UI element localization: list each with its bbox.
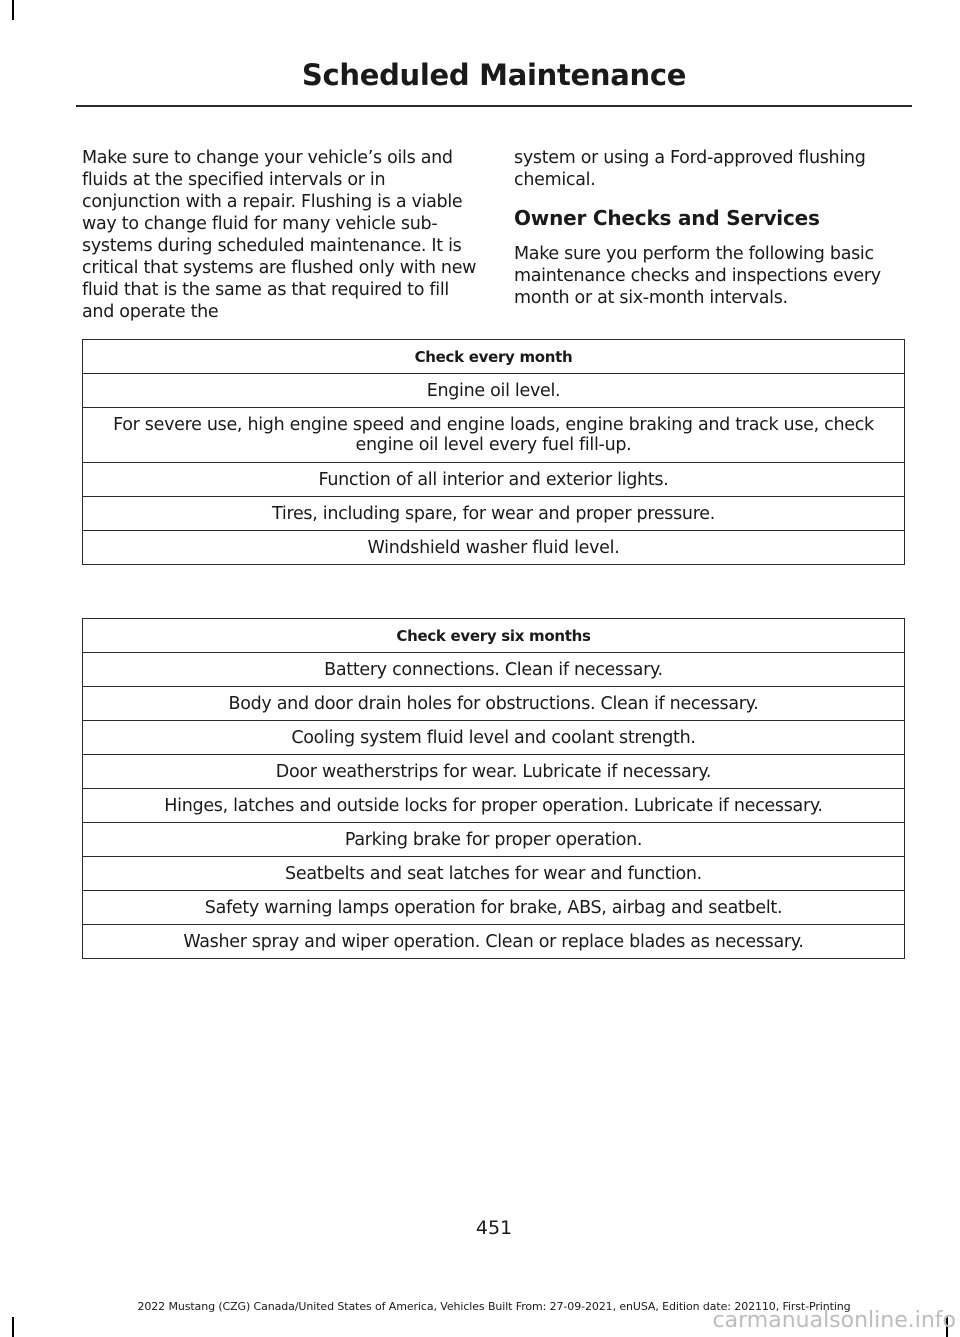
page-number: 451 [475, 1217, 513, 1239]
table-row: Body and door drain holes for obstructions. Clean if necessary. [83, 687, 905, 721]
left-column [82, 147, 477, 323]
watermark: carmanualsonline.info [712, 1308, 956, 1333]
crop-mark-bottom-left [12, 1317, 14, 1337]
table-row: Washer spray and wiper operation. Clean or replace blades as necessary. [83, 925, 905, 959]
intro-paragraph: Make sure to change your vehicle’s oils and fluids at the specified intervals or in conjunction with a repair. Flushing is a viable way to change fluid for many vehicle sub-systems during scheduled maintenance. It is critical that systems are flushed only with new fluid that is the same as that required to fill and operate the [82, 148, 477, 322]
table-row: Cooling system fluid level and coolant strength. [83, 721, 905, 755]
edition-footer: 2022 Mustang (CZG) Canada/United States of America, Vehicles Built From: 27-09-2021, enUSA, Edition date: 202110, First-Printing [137, 1300, 851, 1313]
crop-mark-top-left [12, 0, 14, 20]
table-row: Safety warning lamps operation for brake, ABS, airbag and seatbelt. [83, 891, 905, 925]
table-row: Engine oil level. [83, 374, 905, 408]
section-heading: Owner Checks and Services [514, 206, 820, 230]
table-row: Windshield washer fluid level. [83, 531, 905, 565]
table-row: Tires, including spare, for wear and proper pressure. [83, 497, 905, 531]
six-month-check-table [82, 618, 905, 959]
page-title: Scheduled Maintenance [301, 58, 687, 92]
table-row: Function of all interior and exterior lights. [83, 463, 905, 497]
monthly-check-table [82, 339, 905, 565]
header-rule [76, 105, 912, 107]
table-row: For severe use, high engine speed and engine loads, engine braking and track use, check engine oil level every fuel fill-up. [83, 408, 905, 463]
table-row: Seatbelts and seat latches for wear and function. [83, 857, 905, 891]
table-header: Check every month [83, 340, 905, 374]
continuation-paragraph: system or using a Ford-approved flushing chemical. [514, 148, 866, 190]
table-row: Hinges, latches and outside locks for proper operation. Lubricate if necessary. [83, 789, 905, 823]
table-header: Check every six months [83, 619, 905, 653]
table-row: Battery connections. Clean if necessary. [83, 653, 905, 687]
section-paragraph: Make sure you perform the following basic maintenance checks and inspections every month or at six-month intervals. [514, 244, 881, 308]
right-column [514, 147, 910, 309]
table-row: Door weatherstrips for wear. Lubricate if necessary. [83, 755, 905, 789]
table-row: Parking brake for proper operation. [83, 823, 905, 857]
